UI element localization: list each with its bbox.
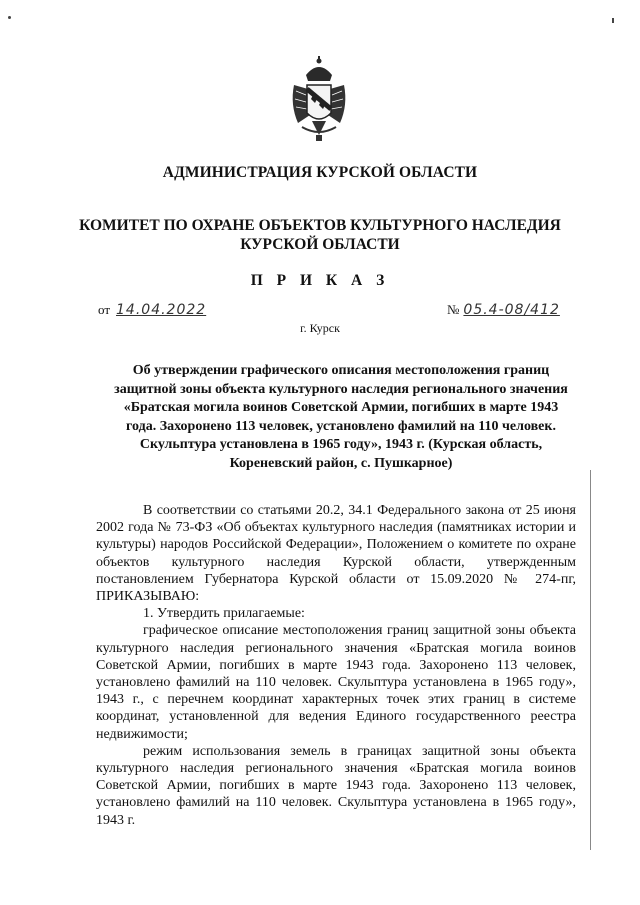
- body-paragraph: В соответствии со статьями 20.2, 34.1 Федерального закона от 25 июня 2002 года № 73-ФЗ «Об объектах культурного наследия (памятниках истории и культуры) народов Российской Федерации», Положением о комитете по охране объектов культурного наследия Курской области, утвержденным постановлением Губернатора Курской области от 15.09.2020 № 274-пг, ПРИКАЗЫВАЮ:: [96, 503, 576, 605]
- body-paragraph: графическое описание местоположения границ защитной зоны объекта культурного наследия регионального значения «Братская могила воинов Советской Армии, погибших в марте 1943 года. Захоронено 113 человек, установлено фамилий на 110 человек. Скульптура установлена в 1965 году», 1943 г., с перечнем координат характерных точек этих границ в системе координат, установленной для ведения Единого государственного реестра недвижимости;: [96, 623, 576, 742]
- administration-title: АДМИНИСТРАЦИЯ КУРСКОЙ ОБЛАСТИ: [162, 164, 478, 181]
- coat-of-arms-icon: [288, 55, 350, 143]
- committee-title-line1: КОМИТЕТ ПО ОХРАНЕ ОБЪЕКТОВ КУЛЬТУРНОГО НАСЛЕДИЯ: [79, 217, 561, 234]
- number-value: 05.4-08/412: [463, 302, 560, 318]
- city-label: г. Курск: [300, 321, 340, 335]
- number-field: [447, 302, 560, 318]
- number-label: №: [447, 302, 460, 317]
- body-paragraph: 1. Утвердить прилагаемые:: [143, 606, 305, 622]
- scan-mark: [612, 18, 614, 23]
- scan-edge-line: [590, 470, 591, 850]
- date-field: [98, 302, 206, 318]
- order-subject: Об утверждении графического описания местоположения границ защитной зоны объекта культурного наследия регионального значения «Братская могила воинов Советской Армии, погибших в марте 1943 года. Захоронено 113 человек, установлено фамилий на 110 человек. Скульптура установлена в 1965 году», 1943 г. (Курская область, Кореневский район, с. Пушкарное): [114, 363, 568, 471]
- date-label: от: [98, 302, 111, 317]
- order-body: [96, 502, 576, 829]
- committee-title-line2: КУРСКОЙ ОБЛАСТИ: [240, 236, 400, 253]
- date-value: 14.04.2022: [116, 302, 207, 318]
- scan-speck: [8, 16, 11, 19]
- committee-title: [0, 216, 640, 254]
- document-type: П Р И К А З: [250, 272, 390, 289]
- body-paragraph: режим использования земель в границах защитной зоны объекта культурного наследия регионального значения «Братская могила воинов Советской Армии, погибших в марте 1943 года. Захоронено 113 человек, установлено фамилий на 110 человек. Скульптура установлена в 1965 году», 1943 г.: [96, 743, 576, 828]
